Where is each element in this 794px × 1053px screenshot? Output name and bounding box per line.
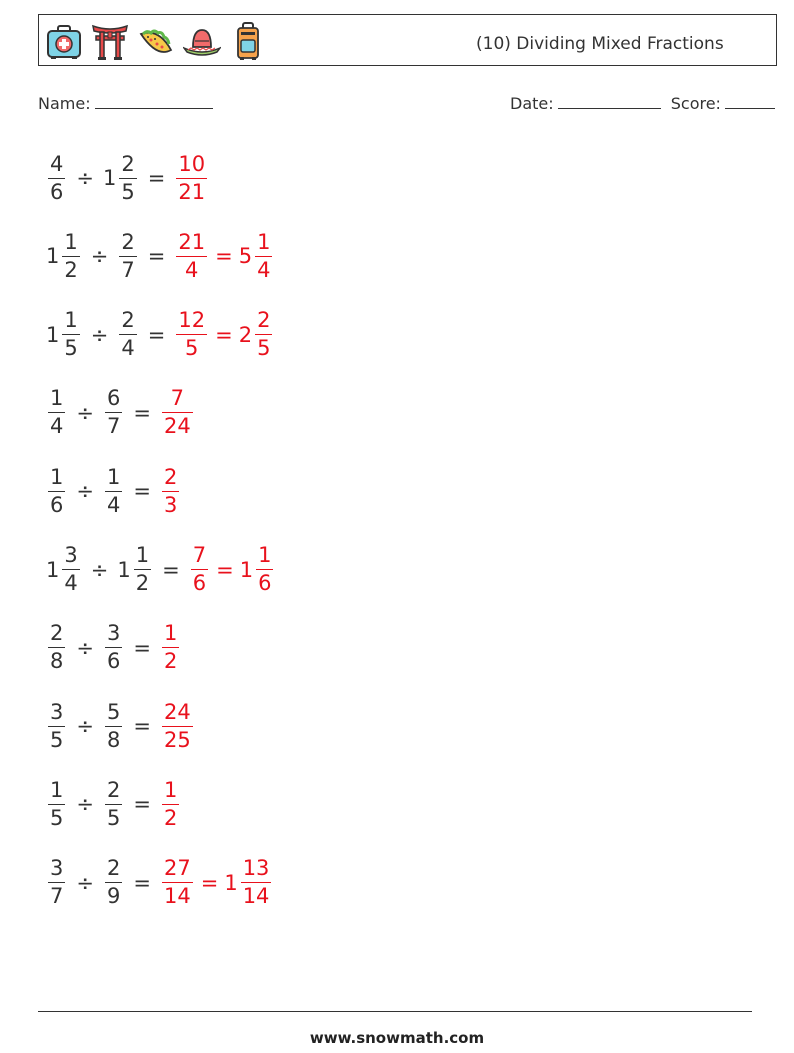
fraction: [162, 388, 193, 437]
denominator: 2: [135, 571, 150, 595]
denominator: 2: [163, 805, 178, 830]
answer-equals-sign: =: [215, 244, 233, 269]
denominator: 21: [178, 179, 206, 204]
first-aid-kit-icon: [45, 20, 83, 62]
dividend: [46, 229, 82, 282]
denominator: 5: [185, 336, 199, 361]
whole-number: 1: [46, 557, 60, 582]
fraction: [255, 310, 272, 359]
answer: [174, 310, 274, 359]
fraction: [134, 545, 151, 594]
name-blank[interactable]: [95, 92, 213, 109]
whole-number: 1: [117, 557, 131, 582]
numerator: 3: [106, 621, 121, 646]
denominator: 6: [192, 571, 207, 595]
answer-fraction: [189, 545, 210, 594]
footer-url: www.snowmath.com: [309, 1029, 485, 1047]
divisor: [102, 151, 139, 204]
numerator: 2: [121, 229, 135, 254]
date-label: Date:: [510, 94, 554, 113]
denominator: 8: [50, 649, 64, 674]
denominator: 2: [163, 649, 178, 674]
worksheet-header: [38, 14, 777, 66]
fraction: [62, 545, 79, 594]
whole-number: 1: [224, 870, 238, 895]
fraction: [119, 310, 136, 359]
equals-sign: =: [133, 479, 151, 504]
fraction: [105, 777, 122, 830]
denominator: 5: [50, 727, 64, 752]
numerator: 1: [64, 308, 78, 333]
problem-row: [46, 853, 273, 913]
torii-gate-icon: [91, 20, 129, 62]
numerator: 7: [170, 386, 185, 411]
answer-fraction: [160, 464, 181, 517]
name-label: Name:: [38, 94, 91, 113]
numerator: 3: [64, 543, 78, 567]
divide-sign: ÷: [76, 166, 94, 190]
equals-sign: =: [147, 322, 166, 347]
denominator: 2: [64, 257, 78, 282]
numerator: 2: [106, 856, 121, 881]
numerator: 1: [163, 621, 178, 646]
answer: [160, 699, 195, 752]
divisor: [117, 229, 138, 282]
answer: [189, 545, 276, 594]
fraction: [255, 229, 272, 282]
fraction: [119, 151, 136, 204]
answer: [160, 777, 181, 830]
denominator: 6: [106, 649, 121, 674]
fraction: [162, 464, 179, 517]
answer-fraction: [174, 229, 209, 282]
footer-divider: [38, 1011, 752, 1012]
score-blank[interactable]: [725, 92, 775, 109]
denominator: 5: [257, 336, 271, 361]
luggage-icon: [229, 20, 267, 62]
score-label: Score:: [670, 94, 721, 113]
denominator: 14: [163, 884, 191, 909]
fraction: [48, 388, 65, 437]
denominator: 5: [50, 805, 64, 830]
answer-fraction: [160, 623, 181, 672]
denominator: 6: [50, 179, 64, 204]
denominator: 7: [106, 414, 121, 439]
answer-mixed-number: [224, 858, 273, 907]
answer-equals-sign: =: [200, 870, 219, 895]
divide-sign: ÷: [76, 714, 94, 739]
divide-sign: ÷: [76, 479, 94, 504]
fraction: [48, 151, 65, 204]
taco-icon: [137, 20, 175, 62]
dividend: [46, 699, 67, 752]
numerator: 5: [106, 699, 121, 724]
header-icons: [45, 20, 267, 62]
answer: [174, 229, 274, 282]
equals-sign: =: [133, 792, 151, 817]
numerator: 2: [50, 621, 64, 646]
equals-sign: =: [133, 870, 151, 895]
numerator: 7: [192, 543, 207, 567]
answer-fraction: [174, 310, 209, 359]
dividend: [46, 151, 67, 204]
answer-mixed-number: [238, 229, 275, 282]
dividend: [46, 777, 67, 830]
equals-sign: =: [162, 557, 180, 582]
numerator: 1: [163, 777, 178, 802]
divisor: [117, 310, 138, 359]
divide-sign: ÷: [90, 322, 109, 347]
divisor: [103, 777, 124, 830]
divisor: [103, 623, 124, 672]
fraction: [105, 858, 122, 907]
fraction: [62, 310, 79, 359]
denominator: 7: [50, 884, 64, 909]
denominator: 4: [185, 257, 199, 282]
numerator: 1: [135, 543, 150, 567]
numerator: 27: [163, 856, 191, 881]
fraction: [162, 623, 179, 672]
problem-row: [46, 383, 195, 443]
denominator: 5: [64, 336, 78, 361]
fraction: [256, 545, 273, 594]
equals-sign: =: [147, 166, 166, 190]
fraction: [119, 229, 136, 282]
numerator: 3: [50, 856, 64, 881]
whole-number: 2: [238, 322, 253, 347]
numerator: 1: [258, 543, 272, 567]
equals-sign: =: [147, 244, 166, 269]
fraction: [105, 464, 122, 517]
problem-row: [46, 696, 195, 756]
denominator: 14: [242, 884, 270, 909]
answer-equals-sign: =: [216, 557, 234, 582]
answer-mixed-number: [239, 310, 275, 359]
numerator: 21: [178, 229, 206, 254]
numerator: 13: [242, 856, 270, 881]
answer-mixed-number: [240, 545, 276, 594]
fraction: [105, 388, 122, 437]
fraction: [48, 777, 65, 830]
answer: [174, 151, 209, 204]
numerator: 1: [50, 464, 64, 489]
problem-row: [46, 226, 274, 286]
answer: [160, 388, 195, 437]
numerator: 2: [257, 308, 271, 333]
denominator: 5: [121, 179, 135, 204]
numerator: 2: [121, 151, 135, 176]
numerator: 2: [121, 308, 135, 333]
denominator: 5: [106, 805, 121, 830]
denominator: 6: [258, 571, 272, 595]
sombrero-icon: [183, 20, 221, 62]
divide-sign: ÷: [90, 557, 109, 582]
numerator: 24: [163, 699, 191, 724]
divisor: [117, 545, 153, 594]
fraction: [105, 699, 122, 752]
divide-sign: ÷: [76, 870, 94, 895]
denominator: 3: [163, 492, 178, 517]
fraction: [62, 229, 79, 282]
numerator: 1: [50, 386, 64, 411]
fraction: [176, 229, 207, 282]
divide-sign: ÷: [90, 244, 109, 269]
fraction: [162, 777, 179, 830]
fraction: [176, 310, 207, 359]
denominator: 25: [163, 727, 191, 752]
dividend: [46, 388, 67, 437]
numerator: 6: [106, 386, 121, 411]
numerator: 1: [64, 229, 78, 254]
divide-sign: ÷: [76, 635, 94, 660]
dividend: [46, 623, 67, 672]
numerator: 1: [50, 777, 64, 802]
denominator: 4: [257, 257, 271, 282]
dividend: [46, 545, 82, 594]
worksheet-title: (10) Dividing Mixed Fractions: [476, 34, 724, 54]
fraction: [162, 699, 193, 752]
dividend: [46, 858, 67, 907]
dividend: [46, 310, 82, 359]
equals-sign: =: [133, 635, 151, 660]
equals-sign: =: [133, 400, 151, 425]
equals-sign: =: [133, 714, 151, 739]
numerator: 10: [178, 151, 206, 176]
answer: [160, 464, 181, 517]
whole-number: 1: [46, 322, 60, 347]
dividend: [46, 464, 67, 517]
denominator: 7: [121, 257, 135, 282]
denominator: 4: [106, 492, 121, 517]
answer-fraction: [160, 699, 195, 752]
answer-fraction: [160, 388, 195, 437]
fraction: [241, 858, 272, 907]
numerator: 3: [50, 699, 64, 724]
denominator: 4: [121, 336, 135, 361]
divisor: [103, 858, 124, 907]
fraction: [48, 858, 65, 907]
problem-row: [46, 148, 209, 208]
whole-number: 1: [239, 557, 254, 582]
denominator: 8: [106, 727, 121, 752]
denominator: 6: [50, 492, 64, 517]
divisor: [103, 699, 124, 752]
problem-row: [46, 618, 181, 678]
fraction: [48, 699, 65, 752]
fraction: [48, 623, 65, 672]
denominator: 9: [106, 884, 121, 909]
divide-sign: ÷: [76, 792, 94, 817]
divide-sign: ÷: [76, 400, 94, 425]
fraction: [162, 858, 193, 907]
answer-equals-sign: =: [215, 322, 233, 347]
numerator: 4: [50, 151, 64, 176]
problem-row: [46, 305, 274, 365]
answer-fraction: [160, 777, 181, 830]
problem-row: [46, 774, 181, 834]
numerator: 2: [106, 777, 121, 802]
fraction: [191, 545, 208, 594]
denominator: 4: [50, 414, 64, 439]
numerator: 2: [163, 464, 178, 489]
fraction: [48, 464, 65, 517]
denominator: 4: [64, 571, 78, 595]
fraction: [105, 623, 122, 672]
answer-fraction: [160, 858, 195, 907]
numerator: 1: [257, 229, 271, 254]
numerator: 12: [178, 308, 206, 333]
divisor: [103, 388, 124, 437]
divisor: [103, 464, 124, 517]
answer: [160, 858, 273, 907]
whole-number: 5: [238, 244, 253, 269]
numerator: 1: [106, 464, 121, 489]
answer: [160, 623, 181, 672]
answer-fraction: [174, 151, 209, 204]
date-blank[interactable]: [558, 92, 661, 109]
date-score-field: [510, 92, 775, 113]
problem-row: [46, 540, 275, 600]
problem-row: [46, 461, 181, 521]
fraction: [176, 151, 207, 204]
name-field: [38, 92, 213, 113]
denominator: 24: [163, 414, 191, 439]
whole-number: 1: [102, 166, 117, 190]
whole-number: 1: [46, 244, 60, 269]
